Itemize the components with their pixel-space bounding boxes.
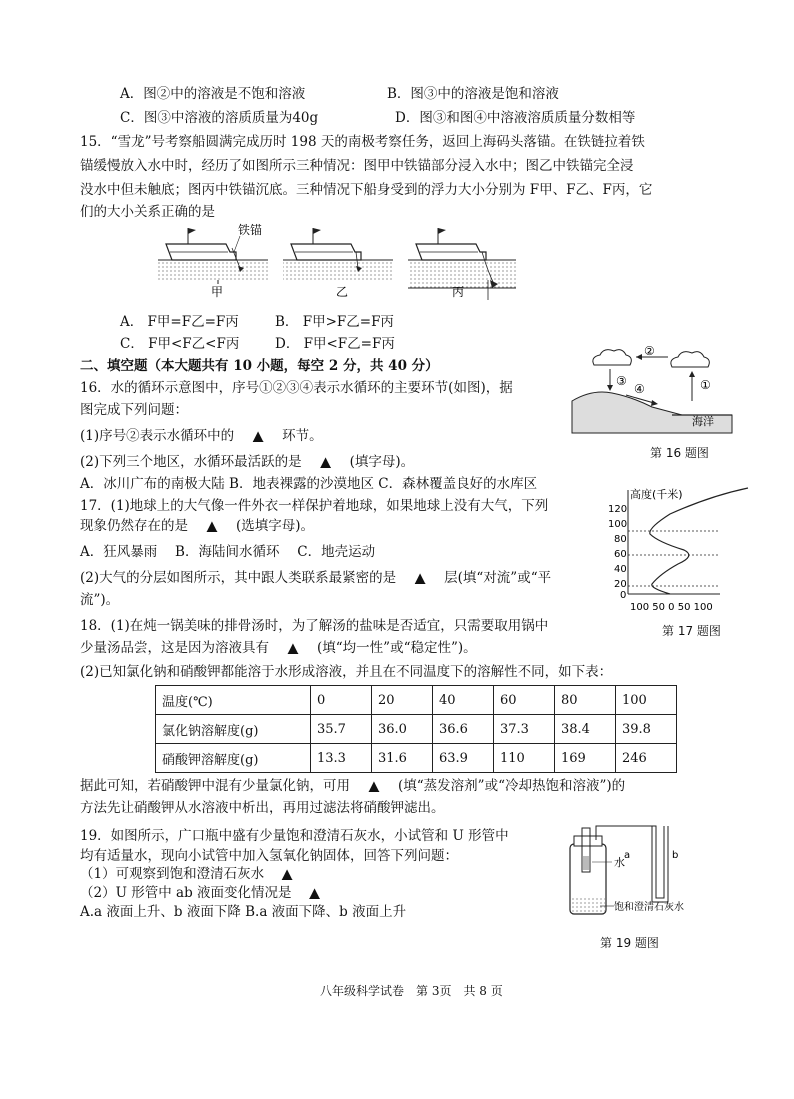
q18-line2 xyxy=(80,636,477,656)
table-cell: 37.3 xyxy=(494,715,555,744)
q16-part2-text: (2)下列三个地区，水循环最活跃的是 xyxy=(80,454,302,470)
q17-fig-caption: 第 17 题图 xyxy=(662,624,721,638)
fig17-xticks: 100 50 0 50 100 xyxy=(630,602,713,613)
anchor-label: 铁锚 xyxy=(238,223,263,237)
q18-line1: 18．(1)在炖一锅美味的排骨汤时，为了解汤的盐味是否适宜，只需要取用锅中 xyxy=(80,618,549,634)
table-cell: 39.8 xyxy=(616,715,677,744)
table-cell: 温度(℃) xyxy=(156,686,311,715)
q17-part2-text: (2)大气的分层如图所示，其中跟人类联系最紧密的是 xyxy=(80,570,397,586)
q16-part1-text: (1)序号②表示水循环中的 xyxy=(80,428,235,444)
q19-options: A.a 液面上升、b 液面下降 B.a 液面下降、b 液面上升 xyxy=(80,904,407,920)
q15-option-d: D． F甲<F乙=F丙 xyxy=(275,336,395,352)
label-b: b xyxy=(672,850,679,861)
q19-line1: 19．如图所示，广口瓶中盛有少量饱和澄清石灰水，小试管和 U 形管中 xyxy=(80,828,509,844)
table-cell: 氯化钠溶解度(g) xyxy=(156,715,311,744)
q17-part2-line2: 流”)。 xyxy=(80,592,120,608)
q17-atmosphere-figure xyxy=(600,484,760,616)
q19-part2 xyxy=(80,881,338,901)
label-water: 水 xyxy=(614,856,625,869)
q19-blank-1[interactable]: ▲ xyxy=(281,866,293,882)
q19-blank-2[interactable]: ▲ xyxy=(309,885,320,901)
q17-line2 xyxy=(80,514,314,534)
q15-line4: 们的大小关系正确的是 xyxy=(80,204,215,220)
q19-part1-text: （1）可观察到饱和澄清石灰水 xyxy=(80,866,265,882)
q19-fig-caption: 第 19 题图 xyxy=(600,936,659,950)
label-2: ② xyxy=(644,344,655,358)
ship-yi xyxy=(283,228,393,299)
q16-blank-1[interactable]: ▲ xyxy=(252,428,264,444)
q16-part1-tail: 环节。 xyxy=(282,428,323,444)
table-cell: 246 xyxy=(616,744,677,773)
ytick-20: 20 xyxy=(614,579,627,590)
q18-part2: (2)已知氯化钠和硝酸钾都能溶于水形成溶液，并且在不同温度下的溶解性不同，如下表： xyxy=(80,664,613,680)
q17-line1: 17．(1)地球上的大气像一件外衣一样保护着地球，如果地球上没有大气，下列 xyxy=(80,498,549,514)
table-row xyxy=(156,715,677,744)
q16-part2 xyxy=(80,450,414,470)
q15-option-b: B． F甲>F乙=F丙 xyxy=(275,314,394,330)
q15-option-a: A． F甲=F乙=F丙 xyxy=(120,314,239,330)
cloud-left-icon xyxy=(593,350,631,365)
table-row xyxy=(156,686,677,715)
table-cell: 60 xyxy=(494,686,555,715)
label-bing: 丙 xyxy=(452,285,465,299)
q16-water-cycle-figure xyxy=(572,345,732,433)
q16-line2: 图完成下列问题： xyxy=(80,402,188,418)
cloud-right-icon xyxy=(671,352,709,367)
q14-option-d: D．图③和图④中溶液溶质质量分数相等 xyxy=(395,110,636,126)
table-cell: 31.6 xyxy=(372,744,433,773)
ytick-80: 80 xyxy=(614,534,627,545)
q15-option-c: C． F甲<F乙<F丙 xyxy=(120,336,240,352)
table-row xyxy=(156,744,677,773)
q17-line2-text: 现象仍然存在的是 xyxy=(80,518,188,534)
solubility-table xyxy=(155,685,677,773)
table-cell: 110 xyxy=(494,744,555,773)
q17-blank-2[interactable]: ▲ xyxy=(414,570,426,586)
table-cell: 0 xyxy=(311,686,372,715)
table-cell: 169 xyxy=(555,744,616,773)
table-cell: 硝酸钾溶解度(g) xyxy=(156,744,311,773)
label-limewater: 饱和澄清石灰水 xyxy=(614,902,684,913)
label-4: ④ xyxy=(634,382,645,396)
ytick-60: 60 xyxy=(614,549,627,560)
q18-after1-text: 据此可知，若硝酸钾中混有少量氯化钠，可用 xyxy=(80,778,350,794)
q16-line1: 16．水的循环示意图中，序号①②③④表示水循环的主要环节(如图)，据 xyxy=(80,380,513,396)
ship-bing xyxy=(408,228,516,300)
q15-line1: 15．“雪龙”号考察船圆满完成历时 198 天的南极考察任务，返回上海码头落锚。在铁链拉着铁 xyxy=(80,134,645,150)
table-cell: 80 xyxy=(555,686,616,715)
q16-fig-caption: 第 16 题图 xyxy=(650,446,709,460)
ytick-40: 40 xyxy=(614,564,627,575)
q19-line2: 均有适量水，现向小试管中加入氢氧化钠固体，回答下列问题： xyxy=(80,848,458,864)
q15-line2: 锚缓慢放入水中时，经历了如图所示三种情况：图甲中铁锚部分浸入水中；图乙中铁锚完全浸 xyxy=(80,158,634,174)
table-cell: 20 xyxy=(372,686,433,715)
q17-part2-line1 xyxy=(80,566,551,586)
table-cell: 13.3 xyxy=(311,744,372,773)
q15-line3: 没水中但未触底；图丙中铁锚沉底。三种情况下船身受到的浮力大小分别为 F甲、F乙、F丙，它 xyxy=(80,182,653,198)
table-cell: 35.7 xyxy=(311,715,372,744)
q18-blank-2[interactable]: ▲ xyxy=(368,778,380,794)
ytick-100: 100 xyxy=(608,519,628,530)
label-3: ③ xyxy=(616,374,627,388)
q17-blank-1[interactable]: ▲ xyxy=(206,518,218,534)
label-yi: 乙 xyxy=(336,285,349,299)
q17-line2-tail: (选填字母)。 xyxy=(236,518,315,534)
table-cell: 38.4 xyxy=(555,715,616,744)
ytick-0: 0 xyxy=(620,590,627,601)
q18-blank-1[interactable]: ▲ xyxy=(287,640,299,656)
page-footer: 八年级科学试卷 第 3页 共 8 页 xyxy=(320,984,503,998)
q19-part2-text: （2）U 形管中 ab 液面变化情况是 xyxy=(80,885,292,901)
q17-part2-tail: 层(填“对流”或“平 xyxy=(444,570,552,586)
q16-part2-tail: (填字母)。 xyxy=(349,454,415,470)
table-cell: 63.9 xyxy=(433,744,494,773)
q16-blank-2[interactable]: ▲ xyxy=(320,454,331,470)
q18-line2-text: 少量汤品尝，这是因为溶液具有 xyxy=(80,640,269,656)
q18-after2: 方法先让硝酸钾从水溶液中析出，再用过滤法将硝酸钾滤出。 xyxy=(80,800,445,816)
q19-part1 xyxy=(80,862,310,882)
label-a: a xyxy=(624,850,631,861)
q14-option-c: C．图③中溶液的溶质质量为40g xyxy=(120,110,319,126)
label-jia: 甲 xyxy=(211,285,224,299)
ytick-120: 120 xyxy=(608,504,628,515)
q16-part1 xyxy=(80,424,323,444)
q16-options: A．冰川广布的南极大陆 B．地表裸露的沙漠地区 C．森林覆盖良好的水库区 xyxy=(80,476,538,492)
label-1: ① xyxy=(700,378,711,392)
table-cell: 40 xyxy=(433,686,494,715)
q18-line2-tail: (填“均一性”或“稳定性”)。 xyxy=(317,640,477,656)
table-cell: 100 xyxy=(616,686,677,715)
q14-option-b: B．图③中的溶液是饱和溶液 xyxy=(387,86,559,102)
table-cell: 36.0 xyxy=(372,715,433,744)
ship-jia xyxy=(158,222,268,299)
q19-apparatus-figure xyxy=(560,822,720,922)
q17-options: A．狂风暴雨 B．海陆间水循环 C．地壳运动 xyxy=(80,544,376,560)
label-ocean: 海洋 xyxy=(692,415,714,428)
table-cell: 36.6 xyxy=(433,715,494,744)
q18-after1-tail: (填“蒸发溶剂”或“冷却热饱和溶液”)的 xyxy=(398,778,626,794)
fig17-ylabel: 高度(千米) xyxy=(630,488,683,501)
section-heading: 二、填空题（本大题共有 10 小题，每空 2 分，共 40 分） xyxy=(80,358,439,374)
q15-ship-figure xyxy=(158,222,518,300)
q14-option-a: A．图②中的溶液是不饱和溶液 xyxy=(120,86,306,102)
q18-after1 xyxy=(80,774,625,794)
